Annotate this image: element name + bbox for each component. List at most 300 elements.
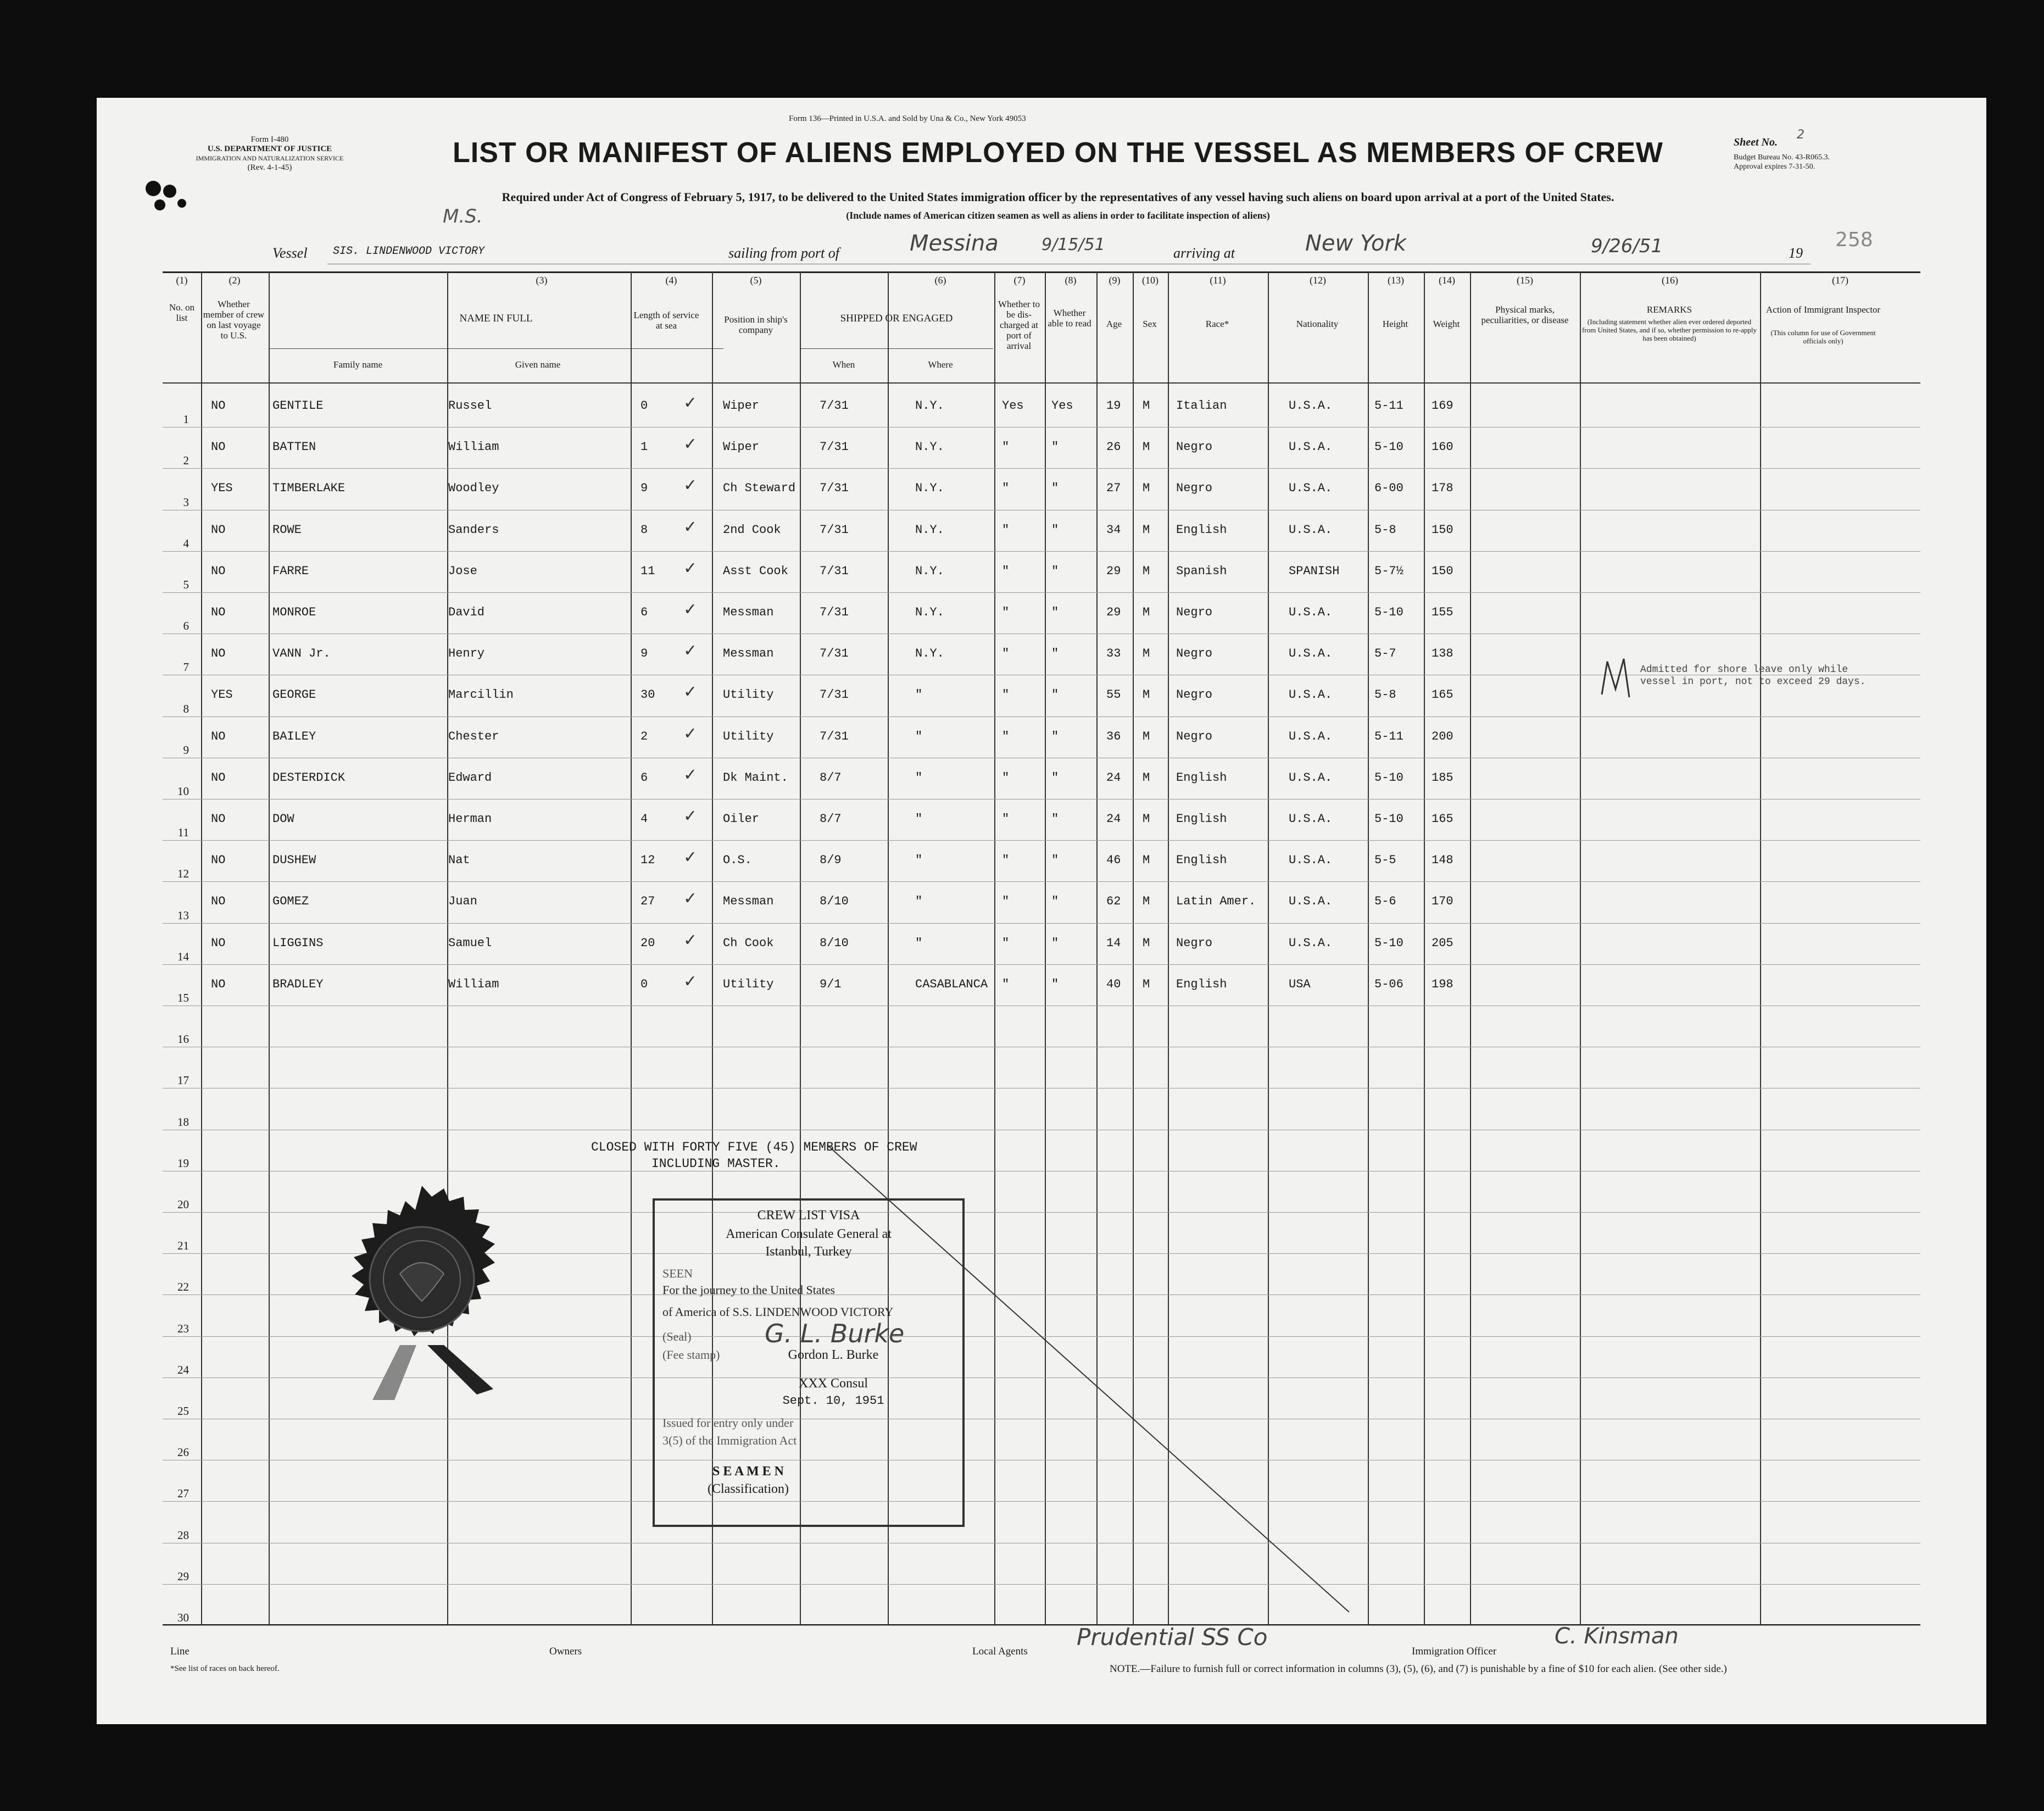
cell-where: " — [915, 936, 923, 950]
check-mark-icon: ✓ — [684, 435, 696, 456]
col-shipped-header: SHIPPED OR ENGAGED — [840, 313, 953, 324]
given-name-subheader: Given name — [515, 359, 561, 370]
column-number: (7) — [1013, 275, 1026, 286]
cell-position: Wiper — [723, 399, 760, 413]
cell-service: 1 — [641, 440, 648, 454]
cell-discharged: " — [1002, 770, 1010, 785]
cell-race: English — [1176, 812, 1227, 826]
cell-prev: NO — [211, 523, 226, 537]
cell-weight: 150 — [1432, 523, 1453, 537]
cell-discharged: " — [1002, 523, 1010, 537]
form-number: Form I-480 — [250, 135, 289, 144]
cell-where: N.Y. — [915, 440, 944, 454]
check-mark-icon: ✓ — [684, 807, 696, 827]
cell-family: BATTEN — [272, 440, 316, 454]
column-number: (16) — [1662, 275, 1678, 286]
cell-position: Ch Cook — [723, 936, 774, 950]
col-read-header: Whether able to read — [1048, 308, 1091, 329]
row-number: 28 — [177, 1528, 189, 1542]
visa-issued: Issued for entry only under — [662, 1416, 794, 1430]
cell-family: BAILEY — [272, 729, 316, 743]
column-number: (6) — [934, 275, 946, 286]
cell-position: Utility — [723, 729, 774, 743]
cell-age: 55 — [1106, 688, 1121, 702]
cell-read: " — [1051, 936, 1059, 950]
cell-weight: 150 — [1432, 564, 1453, 578]
cell-nationality: U.S.A. — [1289, 895, 1333, 909]
cell-height: 5-10 — [1374, 605, 1403, 619]
cell-height: 5-5 — [1374, 853, 1396, 868]
cell-height: 5-06 — [1374, 977, 1403, 991]
budget-number: Budget Bureau No. 43-R065.3. — [1734, 153, 1830, 162]
cell-race: Negro — [1176, 440, 1213, 454]
cell-race: English — [1176, 853, 1227, 868]
column-number: (5) — [750, 275, 762, 286]
cell-discharged: " — [1002, 895, 1010, 909]
cell-read: " — [1051, 770, 1059, 785]
cell-read: " — [1051, 812, 1059, 826]
cell-given: Juan — [448, 895, 477, 909]
cell-sex: M — [1143, 770, 1150, 785]
check-mark-icon: ✓ — [684, 971, 696, 993]
check-mark-icon: ✓ — [684, 558, 696, 580]
arriving-date: 9/26/51 — [1591, 235, 1663, 257]
cell-sex: M — [1143, 688, 1150, 702]
col-sex-header: Sex — [1143, 319, 1157, 329]
cell-sex: M — [1143, 440, 1150, 454]
cell-discharged: " — [1002, 481, 1010, 496]
cell-height: 5-10 — [1374, 440, 1403, 454]
cell-height: 5-6 — [1374, 895, 1396, 909]
row-number: 24 — [177, 1363, 189, 1376]
cell-sex: M — [1143, 647, 1150, 661]
cell-where: N.Y. — [915, 564, 944, 578]
cell-nationality: U.S.A. — [1289, 605, 1333, 619]
cell-position: Messman — [723, 605, 774, 619]
cell-sex: M — [1143, 605, 1150, 619]
cell-position: Utility — [723, 977, 774, 991]
check-mark-icon: ✓ — [684, 641, 696, 663]
include-note: (Include names of American citizen seamen as well as aliens in order to facilitate inspection of aliens) — [846, 210, 1270, 221]
cell-family: BRADLEY — [272, 977, 324, 991]
cell-age: 29 — [1106, 605, 1121, 619]
column-number: (10) — [1142, 275, 1159, 286]
cell-height: 5-10 — [1374, 812, 1403, 826]
row-number: 9 — [183, 743, 189, 757]
cell-height: 5-11 — [1374, 399, 1403, 413]
cell-when: 8/10 — [820, 936, 849, 950]
cell-when: 7/31 — [820, 481, 849, 496]
column-number: (3) — [536, 275, 548, 286]
cell-discharged: " — [1002, 812, 1010, 826]
ms-handwritten-mark: M.S. — [443, 205, 483, 227]
cell-race: English — [1176, 523, 1227, 537]
cell-service: 2 — [641, 729, 648, 743]
row-number: 26 — [177, 1446, 189, 1459]
cell-when: 9/1 — [820, 977, 842, 991]
row-number: 27 — [177, 1487, 189, 1501]
cell-position: Wiper — [723, 440, 760, 454]
col-action-header: Action of Immigrant Inspector — [1765, 304, 1881, 315]
column-number: (9) — [1109, 275, 1121, 286]
visa-act: 3(5) of the Immigration Act — [662, 1434, 797, 1447]
cell-prev: YES — [211, 688, 233, 702]
row-number: 25 — [177, 1404, 189, 1418]
cell-service: 11 — [641, 564, 655, 578]
cell-discharged: " — [1002, 688, 1010, 702]
cell-race: Latin Amer. — [1176, 895, 1256, 909]
check-mark-icon: ✓ — [684, 724, 696, 745]
col-weight-header: Weight — [1433, 319, 1460, 329]
visa-journey: For the journey to the United States — [662, 1283, 836, 1297]
visa-classification: (Classification) — [708, 1482, 789, 1496]
remarks-row5: Admitted for shore leave only while vessel in port, not to exceed 29 days. — [1640, 664, 1866, 687]
cell-nationality: U.S.A. — [1289, 729, 1333, 743]
row-number: 22 — [177, 1280, 189, 1294]
check-mark-icon: ✓ — [684, 600, 696, 621]
visa-seen: SEEN — [662, 1266, 693, 1280]
cell-height: 5-7½ — [1374, 564, 1403, 578]
cell-height: 5-10 — [1374, 770, 1403, 785]
cell-height: 5-8 — [1374, 523, 1396, 537]
vessel-label: Vessel — [272, 245, 308, 261]
cell-age: 34 — [1106, 523, 1121, 537]
cell-read: " — [1051, 481, 1059, 496]
cell-where: N.Y. — [915, 399, 944, 413]
cell-discharged: " — [1002, 605, 1010, 619]
cell-race: Spanish — [1176, 564, 1227, 578]
cell-nationality: U.S.A. — [1289, 647, 1333, 661]
cell-position: Oiler — [723, 812, 760, 826]
cell-discharged: " — [1002, 647, 1010, 661]
cell-where: N.Y. — [915, 481, 944, 496]
column-number: (4) — [665, 275, 677, 286]
remarks-subnote: (Including statement whether alien ever ordered deported from United States, and if so, whether permission to re-apply has been obtained) — [1581, 318, 1757, 342]
cell-discharged: " — [1002, 440, 1010, 454]
cell-nationality: U.S.A. — [1289, 440, 1333, 454]
cell-age: 27 — [1106, 481, 1121, 496]
row-number: 16 — [177, 1032, 189, 1046]
manifest-page — [97, 98, 1986, 1724]
cell-sex: M — [1143, 564, 1150, 578]
cell-read: " — [1051, 729, 1059, 743]
visa-fee-label: (Fee stamp) — [662, 1348, 720, 1362]
cell-position: Messman — [723, 647, 774, 661]
cell-race: Italian — [1176, 399, 1227, 413]
cell-where: N.Y. — [915, 647, 944, 661]
cell-when: 7/31 — [820, 605, 849, 619]
sailing-label: sailing from port of — [728, 245, 840, 261]
cell-nationality: U.S.A. — [1289, 399, 1333, 413]
cell-where: " — [915, 812, 923, 826]
cell-sex: M — [1143, 399, 1150, 413]
stamp-number-258: 258 — [1835, 229, 1873, 251]
cell-given: Edward — [448, 770, 492, 785]
cell-service: 6 — [641, 605, 648, 619]
cell-weight: 205 — [1432, 936, 1453, 950]
cell-given: William — [448, 440, 499, 454]
cell-service: 6 — [641, 770, 648, 785]
check-mark-icon: ✓ — [684, 889, 696, 910]
cell-discharged: " — [1002, 977, 1010, 991]
cell-when: 7/31 — [820, 523, 849, 537]
cell-position: Dk Maint. — [723, 770, 788, 785]
cell-sex: M — [1143, 523, 1150, 537]
check-mark-icon: ✓ — [684, 476, 696, 497]
cell-read: " — [1051, 523, 1059, 537]
cell-when: 8/7 — [820, 770, 842, 785]
department-name: U.S. DEPARTMENT OF JUSTICE — [207, 145, 332, 153]
footer-agents-value: Prudential SS Co — [1077, 1624, 1268, 1651]
printer-line: Form 136—Printed in U.S.A. and Sold by Una & Co., New York 49053 — [789, 114, 1026, 123]
col-race-header: Race* — [1205, 319, 1229, 329]
cell-weight: 169 — [1432, 399, 1453, 413]
cell-position: Asst Cook — [723, 564, 788, 578]
cell-age: 33 — [1106, 647, 1121, 661]
cell-nationality: U.S.A. — [1289, 688, 1333, 702]
cell-position: Utility — [723, 688, 774, 702]
cell-height: 5-11 — [1374, 729, 1403, 743]
closed-statement — [591, 1139, 917, 1172]
page-title: LIST OR MANIFEST OF ALIENS EMPLOYED ON THE VESSEL AS MEMBERS OF CREW — [453, 137, 1663, 169]
cell-given: Marcillin — [448, 688, 514, 702]
cell-given: William — [448, 977, 499, 991]
cell-family: MONROE — [272, 605, 316, 619]
cell-race: English — [1176, 770, 1227, 785]
column-number: (2) — [229, 275, 241, 286]
cell-where: " — [915, 729, 923, 743]
cell-discharged: " — [1002, 564, 1010, 578]
cell-given: Henry — [448, 647, 485, 661]
cell-prev: NO — [211, 605, 226, 619]
cell-position: Ch Steward — [723, 481, 796, 496]
cell-prev: NO — [211, 977, 226, 991]
cell-when: 8/10 — [820, 895, 849, 909]
year-label: 19 — [1789, 245, 1803, 261]
cell-when: 7/31 — [820, 564, 849, 578]
cell-read: " — [1051, 564, 1059, 578]
cell-prev: NO — [211, 647, 226, 661]
cell-sex: M — [1143, 936, 1150, 950]
when-subheader: When — [832, 359, 855, 370]
cell-service: 9 — [641, 481, 648, 496]
crew-list-visa-stamp — [653, 1198, 965, 1527]
footer-officer-label: Immigration Officer — [1412, 1646, 1497, 1657]
cell-prev: NO — [211, 895, 226, 909]
cell-age: 46 — [1106, 853, 1121, 868]
where-subheader: Where — [928, 359, 953, 370]
cell-age: 29 — [1106, 564, 1121, 578]
cell-age: 40 — [1106, 977, 1121, 991]
action-subnote: (This column for use of Government officials only) — [1770, 329, 1876, 345]
footer-race-note: *See list of races on back hereof. — [170, 1664, 280, 1673]
row-number: 8 — [183, 702, 189, 715]
sailing-date: 9/15/51 — [1042, 235, 1105, 254]
cell-family: DOW — [272, 812, 294, 826]
cell-family: FARRE — [272, 564, 309, 578]
cell-where: CASABLANCA — [915, 977, 988, 991]
row-number: 21 — [177, 1239, 189, 1253]
check-mark-icon: ✓ — [684, 848, 696, 869]
cell-when: 7/31 — [820, 688, 849, 702]
cell-service: 4 — [641, 812, 648, 826]
cell-when: 7/31 — [820, 440, 849, 454]
cell-where: N.Y. — [915, 523, 944, 537]
cell-weight: 165 — [1432, 812, 1453, 826]
cell-given: Jose — [448, 564, 477, 578]
cell-sex: M — [1143, 853, 1150, 868]
col-name-header: NAME IN FULL — [459, 313, 533, 324]
cell-prev: NO — [211, 853, 226, 868]
cell-where: " — [915, 770, 923, 785]
visa-consul-title: XXX Consul — [798, 1376, 868, 1391]
cell-weight: 185 — [1432, 770, 1453, 785]
closed-line-2: INCLUDING MASTER. — [651, 1157, 781, 1171]
cell-race: Negro — [1176, 481, 1213, 496]
row-number: 7 — [183, 660, 189, 674]
diagonal-cancel-line — [163, 271, 1920, 1629]
cell-family: ROWE — [272, 523, 302, 537]
cell-when: 7/31 — [820, 399, 849, 413]
cell-family: GEORGE — [272, 688, 316, 702]
row-number: 2 — [183, 454, 189, 468]
cell-read: " — [1051, 853, 1059, 868]
cell-family: TIMBERLAKE — [272, 481, 346, 496]
cell-race: Negro — [1176, 647, 1213, 661]
cell-race: Negro — [1176, 729, 1213, 743]
cell-nationality: U.S.A. — [1289, 853, 1333, 868]
footer-note: NOTE.—Failure to furnish full or correct information in columns (3), (5), (6), and (7) is punishable by a fine of $10 for each alien. (See other side.) — [1110, 1663, 1727, 1675]
cell-when: 8/9 — [820, 853, 842, 868]
cell-family: GENTILE — [272, 399, 324, 413]
cell-height: 6-00 — [1374, 481, 1403, 496]
cell-read: " — [1051, 440, 1059, 454]
cell-age: 26 — [1106, 440, 1121, 454]
row-number: 17 — [177, 1074, 189, 1087]
cell-age: 24 — [1106, 770, 1121, 785]
form-revision: (Rev. 4-1-45) — [247, 163, 292, 172]
row-number: 3 — [183, 495, 189, 509]
cell-prev: NO — [211, 440, 226, 454]
cell-when: 7/31 — [820, 729, 849, 743]
row-number: 11 — [177, 826, 189, 840]
cell-read: " — [1051, 647, 1059, 661]
cell-discharged: " — [1002, 853, 1010, 868]
cell-service: 0 — [641, 399, 648, 413]
row-number: 12 — [177, 867, 189, 881]
cell-sex: M — [1143, 812, 1150, 826]
visa-title: CREW LIST VISA — [757, 1208, 860, 1223]
cell-weight: 160 — [1432, 440, 1453, 454]
sheet-label: Sheet No. — [1734, 136, 1778, 148]
cell-position: O.S. — [723, 853, 752, 868]
cell-service: 30 — [641, 688, 655, 702]
cell-nationality: U.S.A. — [1289, 481, 1333, 496]
cell-prev: YES — [211, 481, 233, 496]
cell-service: 27 — [641, 895, 655, 909]
column-number: (11) — [1210, 275, 1226, 286]
row-number: 15 — [177, 991, 189, 1004]
cell-given: Sanders — [448, 523, 499, 537]
sheet-number: 2 — [1797, 128, 1804, 142]
cell-prev: NO — [211, 399, 226, 413]
visa-signature: G. L. Burke — [765, 1319, 905, 1348]
cell-service: 9 — [641, 647, 648, 661]
cell-family: GOMEZ — [272, 895, 309, 909]
cell-read: " — [1051, 977, 1059, 991]
footer-line-label: Line — [170, 1646, 190, 1657]
cell-sex: M — [1143, 729, 1150, 743]
cell-position: Messman — [723, 895, 774, 909]
cell-nationality: U.S.A. — [1289, 936, 1333, 950]
cell-family: VANN Jr. — [272, 647, 331, 661]
column-number: (15) — [1517, 275, 1533, 286]
cell-prev: NO — [211, 770, 226, 785]
cell-height: 5-7 — [1374, 647, 1396, 661]
cell-weight: 198 — [1432, 977, 1453, 991]
column-number: (1) — [176, 275, 188, 286]
cell-given: Samuel — [448, 936, 492, 950]
cell-where: N.Y. — [915, 605, 944, 619]
cell-family: LIGGINS — [272, 936, 324, 950]
cell-read: Yes — [1051, 399, 1073, 413]
visa-seamen: S E A M E N — [712, 1464, 784, 1479]
budget-info — [1734, 153, 1830, 171]
cell-when: 7/31 — [820, 647, 849, 661]
ink-blot — [143, 180, 193, 213]
vessel-name: SIS. LINDENWOOD VICTORY — [333, 245, 485, 258]
cell-given: Chester — [448, 729, 499, 743]
cell-where: " — [915, 853, 923, 868]
cell-service: 20 — [641, 936, 655, 950]
cell-where: " — [915, 895, 923, 909]
cell-family: DESTERDICK — [272, 770, 346, 785]
cell-nationality: U.S.A. — [1289, 812, 1333, 826]
check-mark-icon: ✓ — [684, 517, 696, 538]
arriving-port: New York — [1305, 231, 1407, 256]
crew-table — [163, 271, 1920, 1733]
service-name: IMMIGRATION AND NATURALIZATION SERVICE — [196, 154, 344, 162]
form-header-left — [163, 135, 377, 173]
cell-age: 62 — [1106, 895, 1121, 909]
cell-read: " — [1051, 895, 1059, 909]
row-number: 1 — [183, 413, 189, 426]
col-remarks-header: REMARKS — [1646, 304, 1692, 315]
col-height-header: Height — [1382, 319, 1408, 329]
footer-agents-label: Local Agents — [972, 1646, 1028, 1657]
cell-position: 2nd Cook — [723, 523, 781, 537]
cell-given: Woodley — [448, 481, 499, 496]
cell-weight: 155 — [1432, 605, 1453, 619]
cell-weight: 200 — [1432, 729, 1453, 743]
cell-service: 12 — [641, 853, 655, 868]
cell-weight: 138 — [1432, 647, 1453, 661]
cell-nationality: U.S.A. — [1289, 523, 1333, 537]
cell-given: Herman — [448, 812, 492, 826]
cell-weight: 178 — [1432, 481, 1453, 496]
column-number: (17) — [1832, 275, 1848, 286]
cell-race: Negro — [1176, 936, 1213, 950]
embossed-seal — [312, 1169, 543, 1400]
cell-height: 5-10 — [1374, 936, 1403, 950]
row-number: 30 — [177, 1611, 189, 1624]
visa-city: Istanbul, Turkey — [765, 1245, 852, 1259]
check-mark-icon: ✓ — [684, 765, 696, 786]
cell-sex: M — [1143, 481, 1150, 496]
row-number: 13 — [177, 908, 189, 922]
cell-read: " — [1051, 688, 1059, 702]
cell-family: DUSHEW — [272, 853, 316, 868]
